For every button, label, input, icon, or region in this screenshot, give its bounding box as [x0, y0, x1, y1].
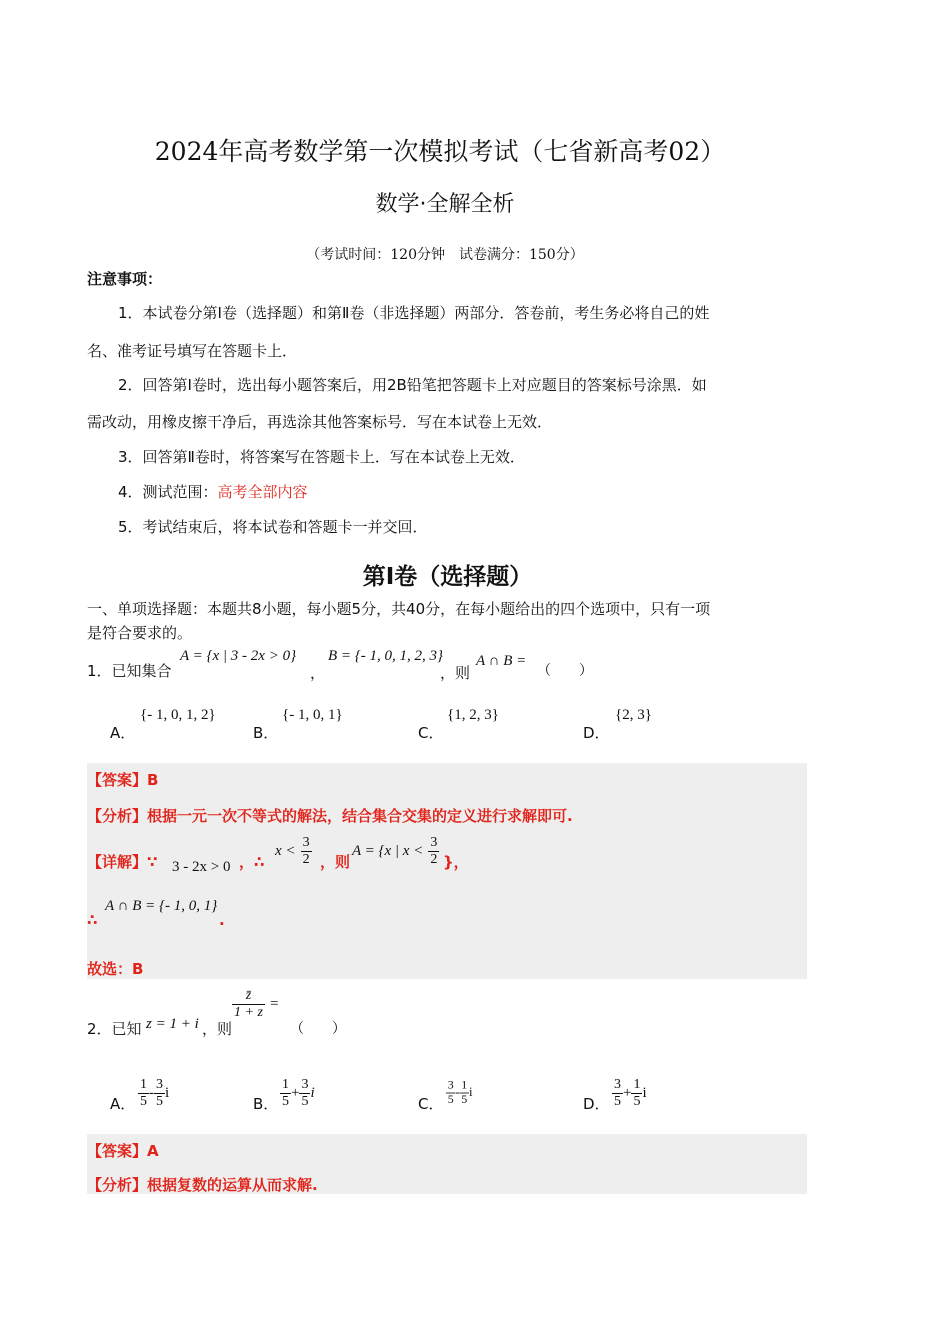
- note-4-prefix: 4．测试范围：: [118, 483, 218, 501]
- q1-frac-2-num: 3: [430, 835, 438, 850]
- note-3: 3．回答第Ⅱ卷时，将答案写在答题卡上．写在本试卷上无效．: [118, 448, 525, 466]
- q1-set-a: A = {x | 3 - 2x > 0}: [180, 648, 297, 664]
- q1-then-a: ，则: [320, 853, 351, 871]
- q2-b-op: +: [291, 1085, 300, 1101]
- q1-answer: [87, 769, 158, 790]
- note-1-line-2: 名、准考证号填写在答题卡上．: [87, 342, 298, 360]
- q2-b-n1: 1: [282, 1077, 289, 1092]
- q2-paren: （ ）: [290, 1021, 346, 1037]
- q1-option-d-label: D．: [583, 724, 610, 742]
- note-2-line-2: 需改动，用橡皮擦干净后，再选涂其他答案标号．写在本试卷上无效．: [87, 413, 553, 431]
- note-2-line-1: 2．回答第Ⅰ卷时，选出每小题答案后，用2B铅笔把答题卡上对应题目的答案标号涂黑．如: [118, 376, 707, 394]
- q1-set-b: B = {- 1, 0, 1, 2, 3}: [328, 648, 444, 664]
- q1-option-c-label: C．: [418, 724, 444, 742]
- q2-c-d2: 5: [461, 1093, 468, 1107]
- q2-a-n2: 3: [156, 1077, 163, 1092]
- q1-therefore: ，∴: [239, 853, 265, 871]
- q1-then: ，则: [440, 664, 471, 682]
- q1-period: .: [219, 911, 225, 929]
- q2-a-d2: 5: [156, 1094, 163, 1109]
- note-1-line-1: 1．本试卷分第Ⅰ卷（选择题）和第Ⅱ卷（非选择题）两部分．答卷前，考生务必将自己的姓: [118, 304, 710, 322]
- q1-option-b-label: B．: [253, 724, 279, 742]
- q2-analysis-text: 根据复数的运算从而求解.: [147, 1176, 318, 1194]
- q2-c-n2: 1: [461, 1079, 468, 1092]
- q2-option-a: [138, 1077, 169, 1110]
- q2-b-d1: 5: [282, 1094, 289, 1109]
- q1-option-d: {2, 3}: [615, 707, 652, 723]
- q2-b-i: i: [310, 1085, 315, 1101]
- notes-heading: 注意事项：: [87, 270, 163, 288]
- q1-detail-line-1: [87, 851, 157, 872]
- q2-option-d-label: D．: [583, 1095, 610, 1113]
- q1-expr: A ∩ B =: [476, 653, 527, 669]
- q1-frac-2-den: 2: [430, 852, 438, 867]
- section-intro-line-1: 一、单项选择题：本题共8小题，每小题5分，共40分，在每小题给出的四个选项中，只有一项: [87, 600, 711, 618]
- q2-answer-value: A: [147, 1142, 159, 1160]
- q1-detail-tag: 【详解】: [87, 853, 148, 871]
- page-title: 2024年高考数学第一次模拟考试（七省新高考02）: [154, 137, 726, 166]
- q1-frac: [301, 835, 312, 868]
- q1-choose: 故选：B: [87, 960, 144, 978]
- q1-x-frac: [275, 835, 312, 868]
- q1-prefix: 1．已知集合: [87, 662, 172, 680]
- q2-option-c-label: C．: [418, 1095, 444, 1113]
- q2-c-op: -: [455, 1085, 460, 1100]
- q2-eq: =: [270, 996, 279, 1012]
- q2-b-frac-2: [299, 1077, 310, 1110]
- q2-d-d1: 5: [614, 1094, 621, 1109]
- q2-z-eq: z = 1 + i: [146, 1016, 199, 1032]
- q2-a-i: i: [165, 1085, 170, 1101]
- q2-c-d1: 5: [447, 1093, 454, 1107]
- q1-comma: ，: [310, 664, 326, 682]
- q2-option-b: [280, 1077, 315, 1110]
- q1-frac-num: 3: [302, 835, 310, 850]
- q1-option-c: {1, 2, 3}: [447, 707, 499, 723]
- q2-analysis: [87, 1174, 318, 1195]
- q2-b-d2: 5: [301, 1094, 309, 1109]
- q2-then: ，则: [202, 1020, 233, 1038]
- section-intro-line-2: 是符合要求的。: [87, 624, 193, 642]
- q1-therefore-2: ∴: [87, 911, 98, 929]
- q2-option-d: [612, 1077, 647, 1110]
- page-subtitle: 数学·全解全析: [375, 192, 515, 217]
- q1-option-a-label: A．: [110, 724, 136, 742]
- q2-d-i: i: [642, 1085, 647, 1101]
- q2-d-frac-1: [612, 1077, 623, 1110]
- q2-a-d1: 5: [140, 1094, 147, 1109]
- q2-a-op: -: [149, 1085, 154, 1101]
- q1-frac-2: [428, 835, 439, 868]
- note-4-scope: 高考全部内容: [217, 483, 308, 501]
- q2-a-frac-2: [154, 1077, 165, 1110]
- q2-c-frac-2: [460, 1079, 469, 1107]
- q1-analysis-tag: 【分析】: [87, 807, 148, 825]
- q2-d-n2: 1: [633, 1077, 641, 1092]
- q1-analysis-text: 根据一元一次不等式的解法，结合集合交集的定义进行求解即可.: [147, 807, 573, 825]
- q1-answer-value: B: [147, 771, 159, 789]
- q2-prefix: 2．已知: [87, 1020, 142, 1038]
- q2-fraction: [232, 988, 278, 1021]
- q2-d-op: +: [623, 1085, 632, 1101]
- q1-x-lt: x <: [275, 843, 296, 859]
- q1-set-a-frac: [352, 835, 439, 868]
- q2-c-i: i: [468, 1085, 473, 1100]
- q2-c-n1: 3: [447, 1079, 454, 1092]
- q2-d-n1: 3: [614, 1077, 621, 1092]
- q2-frac: [232, 988, 265, 1021]
- q1-option-b: {- 1, 0, 1}: [282, 707, 343, 723]
- q1-paren: （ ）: [537, 663, 593, 679]
- q2-b-n2: 3: [301, 1077, 309, 1092]
- q1-answer-tag: 【答案】: [87, 771, 148, 789]
- q2-d-d2: 5: [633, 1094, 641, 1109]
- section-title: 第Ⅰ卷（选择题）: [362, 564, 533, 590]
- q2-analysis-tag: 【分析】: [87, 1176, 148, 1194]
- note-4: [118, 481, 308, 502]
- q2-option-a-label: A．: [110, 1095, 136, 1113]
- q2-answer-tag: 【答案】: [87, 1142, 148, 1160]
- q2-a-n1: 1: [140, 1077, 147, 1092]
- note-5: 5．考试结束后，将本试卷和答题卡一并交回．: [118, 518, 428, 536]
- q1-solution-box: [87, 763, 807, 979]
- q1-ineq: 3 - 2x > 0: [172, 859, 231, 875]
- q2-a-frac-1: [138, 1077, 149, 1110]
- q1-set-a-expr: A = {x | x <: [352, 843, 424, 859]
- q2-d-frac-2: [631, 1077, 642, 1110]
- q2-option-c: [446, 1079, 472, 1107]
- q2-answer: [87, 1140, 159, 1161]
- q2-option-b-label: B．: [253, 1095, 279, 1113]
- q1-analysis: [87, 805, 573, 826]
- q2-b-frac-1: [280, 1077, 291, 1110]
- q1-close-brace: }，: [443, 853, 469, 871]
- q2-frac-num: z̄: [232, 988, 265, 1005]
- q2-frac-den: 1 + z: [234, 1005, 263, 1020]
- q1-because: ∵: [147, 853, 158, 871]
- q1-intersection: A ∩ B = {- 1, 0, 1}: [105, 898, 218, 914]
- q2-solution-box: [87, 1134, 807, 1194]
- q2-c-frac-1: [446, 1079, 455, 1107]
- exam-info: （考试时间：120分钟 试卷满分：150分）: [306, 247, 584, 263]
- q1-option-a: {- 1, 0, 1, 2}: [140, 707, 216, 723]
- q1-frac-den: 2: [302, 852, 310, 867]
